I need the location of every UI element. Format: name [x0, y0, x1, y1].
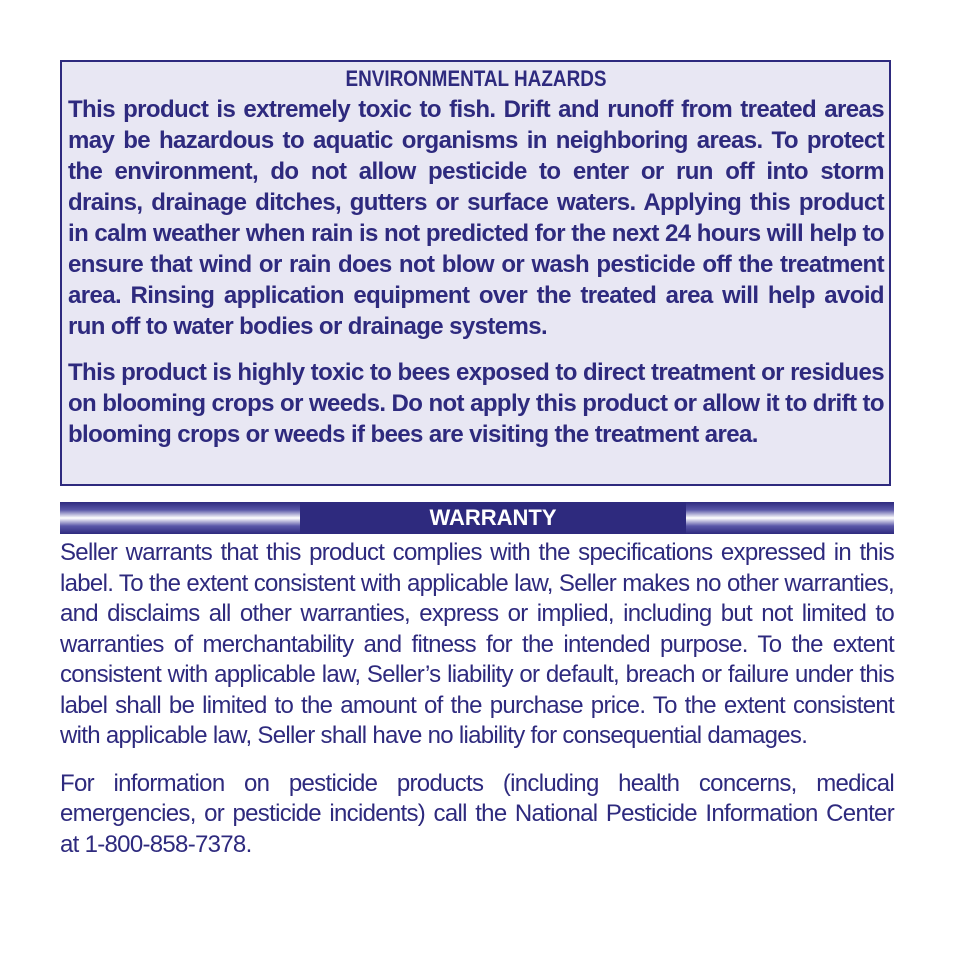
environmental-hazards-box [60, 60, 891, 486]
bee-toxicity-paragraph: This product is highly toxic to bees exposed to direct treatment or residues on blooming crops or weeds. Do not apply this product or allow it to drift to blooming crops or weeds if bees are visiting the treatment area. [68, 359, 884, 448]
pesticide-info-paragraph: For information on pesticide products (including health concerns, medical emergencies, or pesticide incidents) call the National Pesticide Information Center at 1-800-858-7378. [60, 769, 894, 858]
fish-toxicity-paragraph: This product is extremely toxic to fish. Drift and runoff from treated areas may be hazardous to aquatic organisms in neighboring areas. To protect the environment, do not allow pesticide to enter or run off into storm drains, drainage ditches, gutters or surface waters. Applying this product in calm weather when rain is not predicted for the next 24 hours will help to ensure that wind or rain does not blow or wash pesticide off the treatment area. Rinsing application equipment over the treated area will help avoid run off to water bodies or drainage systems. [68, 96, 884, 340]
warranty-bar-right-rule [686, 502, 894, 534]
warranty-bar-left-rule [60, 502, 300, 534]
warranty-section [60, 538, 894, 860]
warranty-header-bar [60, 502, 894, 534]
warranty-paragraph: Seller warrants that this product complies with the specifications expressed in this label. To the extent consistent with applicable law, Seller makes no other warranties, and disclaims all other warranties, express or implied, including but not limited to warranties of merchantability and fitness for the intended purpose. To the extent consistent with applicable law, Seller’s liability or default, breach or failure under this label shall be limited to the amount of the purchase price. To the extent consistent with applicable law, Seller shall have no liability for consequential damages. [60, 539, 894, 749]
environmental-hazards-title: ENVIRONMENTAL HAZARDS [345, 66, 607, 91]
warranty-title: WARRANTY [300, 502, 686, 534]
